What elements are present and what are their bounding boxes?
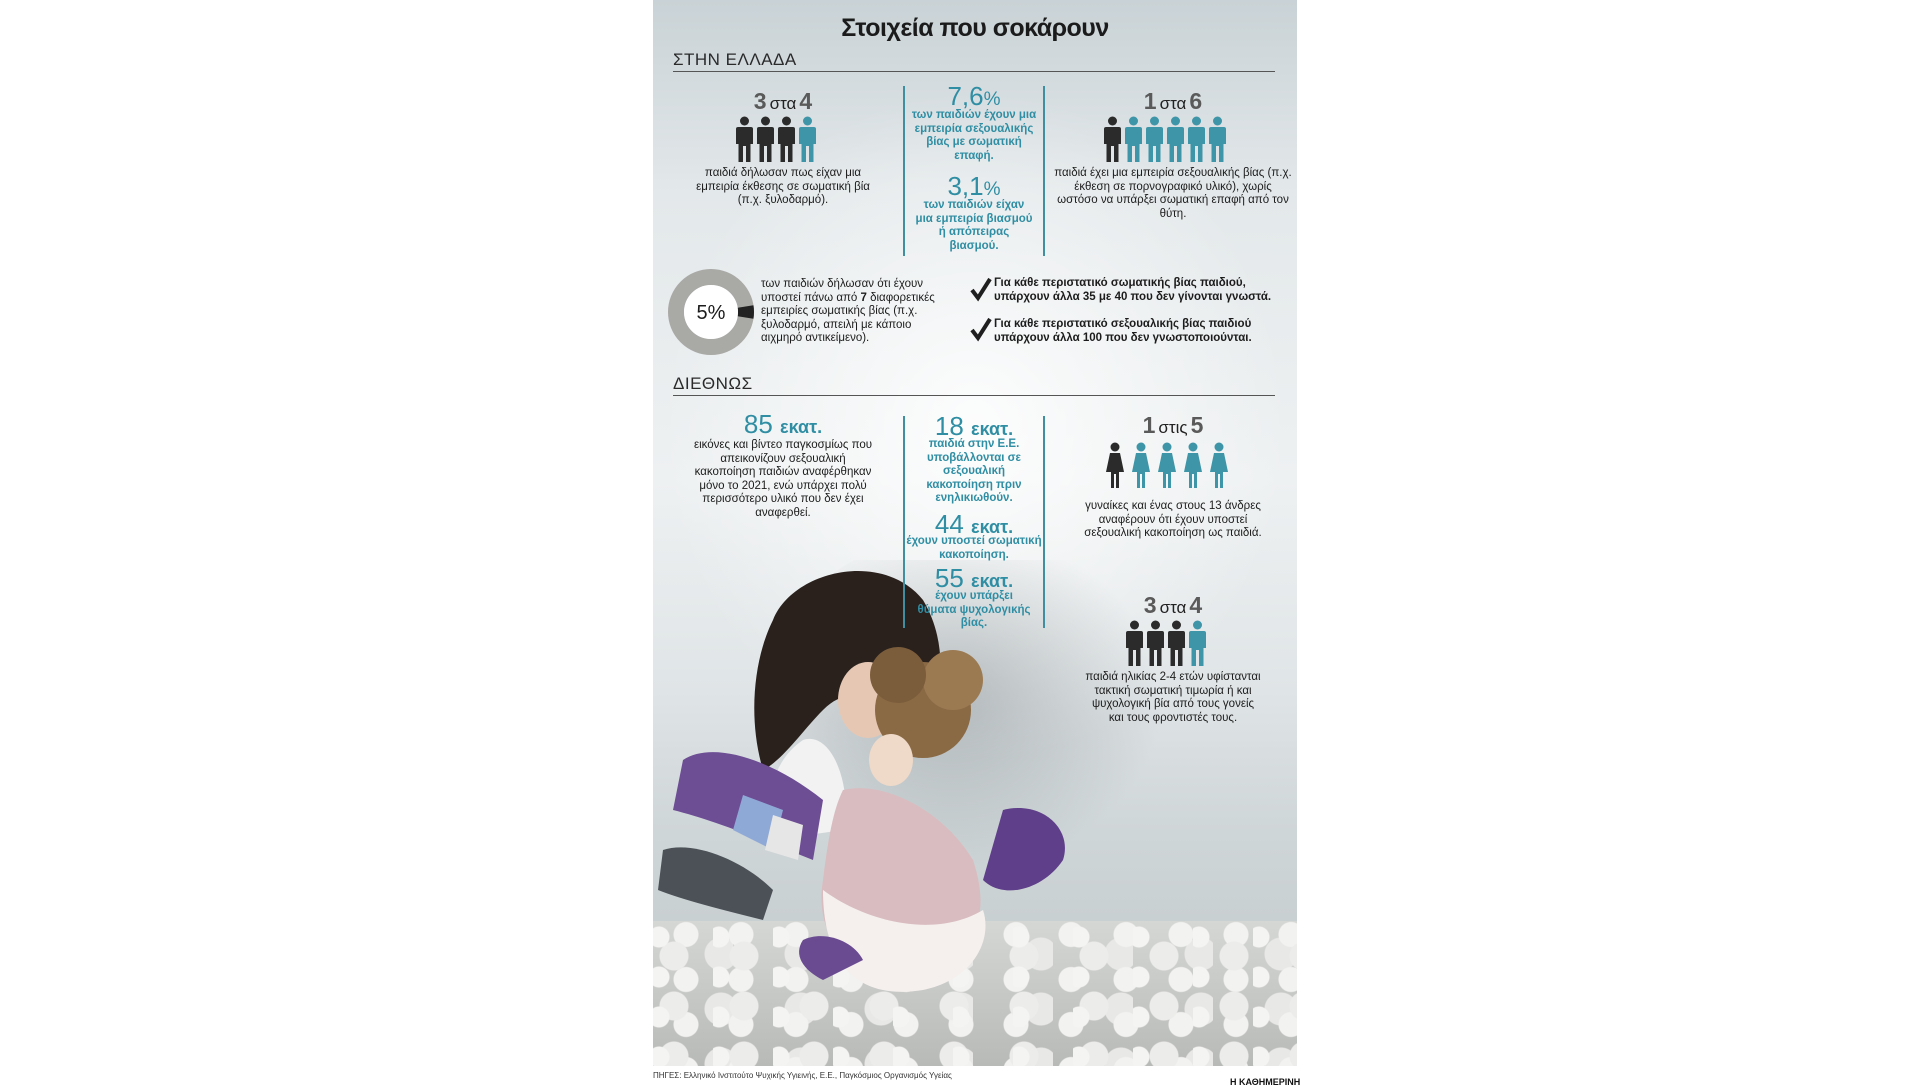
check-d: 40: [1114, 291, 1128, 303]
check-c: με: [1095, 291, 1115, 303]
check-text-sexual: [994, 317, 1284, 345]
publisher-logo: Η ΚΑΘΗΜΕΡΙΝΗ: [1230, 1077, 1301, 1087]
section-heading-greece: ΣΤΗΝ ΕΛΛΑΔΑ: [673, 50, 1275, 72]
person-icon: [1145, 116, 1164, 164]
ratio-word: στα: [1159, 94, 1187, 113]
stat-unit: %: [983, 89, 1001, 110]
greece-physical-text: παιδιά δήλωσαν πως είχαν μια εμπειρία έκθεσης σε σωματική βία (π.χ. ξυλοδαρμό).: [696, 167, 870, 206]
person-icon: [1167, 620, 1186, 668]
donut-text-bold: 7: [860, 291, 867, 304]
stat-value: 7,6: [947, 81, 984, 111]
person-icon: [735, 116, 754, 164]
check-e: που δεν γίνονται γνωστά.: [1127, 291, 1272, 303]
ratio-world-children: [1053, 592, 1293, 619]
women-icons-1-of-5: [1103, 442, 1233, 490]
donut-text: [761, 278, 946, 346]
stat-unit: εκατ.: [971, 419, 1014, 439]
infographic: [653, 0, 1297, 1066]
check-b: 35: [1082, 291, 1096, 303]
stat-unit: %: [983, 179, 1001, 200]
woman-icon: [1129, 442, 1153, 490]
woman-icon: [1181, 442, 1205, 490]
check-c: που δεν γνωστοποιούνται.: [1102, 332, 1252, 344]
woman-icon: [1155, 442, 1179, 490]
stat-unit: εκατ.: [971, 571, 1014, 591]
greece-sexual-text: παιδιά έχει μια εμπειρία σεξουαλικής βίας (π.χ. έκθεση σε πορνογραφικό υλικό), χωρίς ωστόσο να υπάρξει σωματική επαφή από τον θύτη.: [1054, 167, 1292, 220]
ratio-world-women: [1053, 412, 1293, 439]
ratio-number: 1: [1143, 88, 1157, 114]
check-b: 100: [1082, 332, 1103, 344]
stat-value: 44: [934, 509, 964, 539]
donut-5-percent: [665, 266, 757, 358]
page-title: Στοιχεία που σοκάρουν: [841, 14, 1109, 42]
woman-icon: [1207, 442, 1231, 490]
stat-value: 18: [934, 411, 964, 441]
check-a: Για κάθε περιστατικό σεξουαλικής βίας παιδιού υπάρχουν άλλα: [994, 318, 1252, 344]
divider-right: [1043, 416, 1045, 628]
donut-label: 5%: [696, 302, 726, 324]
donut-text-b: διαφορετικές εμπειρίες σωματικής βίας (π.χ. ξυλοδαρμό, απειλή με κάποιο αιχμηρό αντικείμενο).: [761, 291, 935, 344]
person-icon: [1125, 620, 1144, 668]
stat-value: 55: [934, 563, 964, 593]
stat-18-text: παιδιά στην Ε.Ε. υποβάλλονται σε σεξουαλική κακοποίηση πριν ενηλικιωθούν.: [926, 438, 1022, 504]
world-women-text: γυναίκες και ένας στους 13 άνδρες αναφέρουν ότι έχουν υποστεί σεξουαλική κακοποίηση ως παιδιά.: [1084, 500, 1262, 539]
check-text-physical: [994, 276, 1284, 304]
people-icons-1-of-6: [1103, 116, 1229, 164]
person-icon: [1124, 116, 1143, 164]
people-icons-3-of-4: [735, 116, 819, 164]
person-icon: [798, 116, 817, 164]
person-icon: [1103, 116, 1122, 164]
stat-unit: εκατ.: [971, 517, 1014, 537]
stat-85-text: εικόνες και βίντεο παγκοσμίως που απεικονίζουν σεξουαλική κακοποίηση παιδιών αναφέρθηκαν μόνο το 2021, ενώ υπάρχει πολύ περισσότερο υλικό που δεν έχει αναφερθεί.: [693, 439, 873, 519]
stat-3-1-text: των παιδιών είχαν μια εμπειρία βιασμού ή απόπειρας βιασμού.: [915, 199, 1033, 252]
stat-value: 85: [743, 409, 773, 439]
person-icon: [1166, 116, 1185, 164]
section-heading-world: ΔΙΕΘΝΩΣ: [673, 374, 1275, 396]
stat-unit: εκατ.: [780, 417, 823, 437]
person-icon: [777, 116, 796, 164]
stat-value: 3,1: [947, 171, 984, 201]
ratio-denominator: 5: [1190, 412, 1204, 438]
ratio-denominator: 4: [1189, 592, 1203, 618]
stat-85-million: [693, 410, 873, 441]
ratio-word: στα: [769, 94, 797, 113]
checkmark-icon: [970, 316, 992, 342]
ratio-greece-sexual: [1053, 88, 1293, 115]
person-icon: [1146, 620, 1165, 668]
ratio-word: στα: [1159, 598, 1187, 617]
ratio-word: στις: [1158, 418, 1188, 437]
stat-7-6-text: των παιδιών έχουν μια εμπειρία σεξουαλικής βίας με σωματική επαφή.: [911, 109, 1037, 162]
woman-icon: [1103, 442, 1127, 490]
checkmark-icon: [970, 276, 992, 302]
person-icon: [1188, 620, 1207, 668]
person-icon: [1187, 116, 1206, 164]
people-icons-3-of-4: [1125, 620, 1209, 668]
ratio-denominator: 6: [1189, 88, 1203, 114]
ratio-number: 3: [1143, 592, 1157, 618]
ratio-greece-physical: [693, 88, 873, 115]
stat-44-text: έχουν υποστεί σωματική κακοποίηση.: [906, 535, 1042, 561]
donut-text-a: των παιδιών δήλωσαν ότι έχουν υποστεί πάνω από: [761, 278, 924, 304]
ratio-number: 1: [1142, 412, 1156, 438]
person-icon: [1208, 116, 1227, 164]
sources-footnote: ΠΗΓΕΣ: Ελληνικό Ινστιτούτο Ψυχικής Υγιεινής, Ε.Ε., Παγκόσμιος Οργανισμός Υγείας: [653, 1071, 952, 1080]
divider-right: [1043, 86, 1045, 256]
person-icon: [756, 116, 775, 164]
ratio-denominator: 4: [799, 88, 813, 114]
check-a: Για κάθε περιστατικό σωματικής βίας παιδιού, υπάρχουν άλλα: [994, 277, 1246, 303]
ratio-number: 3: [753, 88, 767, 114]
stat-55-text: έχουν υπάρξει θύματα ψυχολογικής βίας.: [917, 590, 1031, 629]
world-children-text: παιδιά ηλικίας 2-4 ετών υφίστανται τακτική σωματική τιμωρία ή και ψυχολογική βία από τους γονείς και τους φροντιστές τους.: [1085, 671, 1261, 724]
